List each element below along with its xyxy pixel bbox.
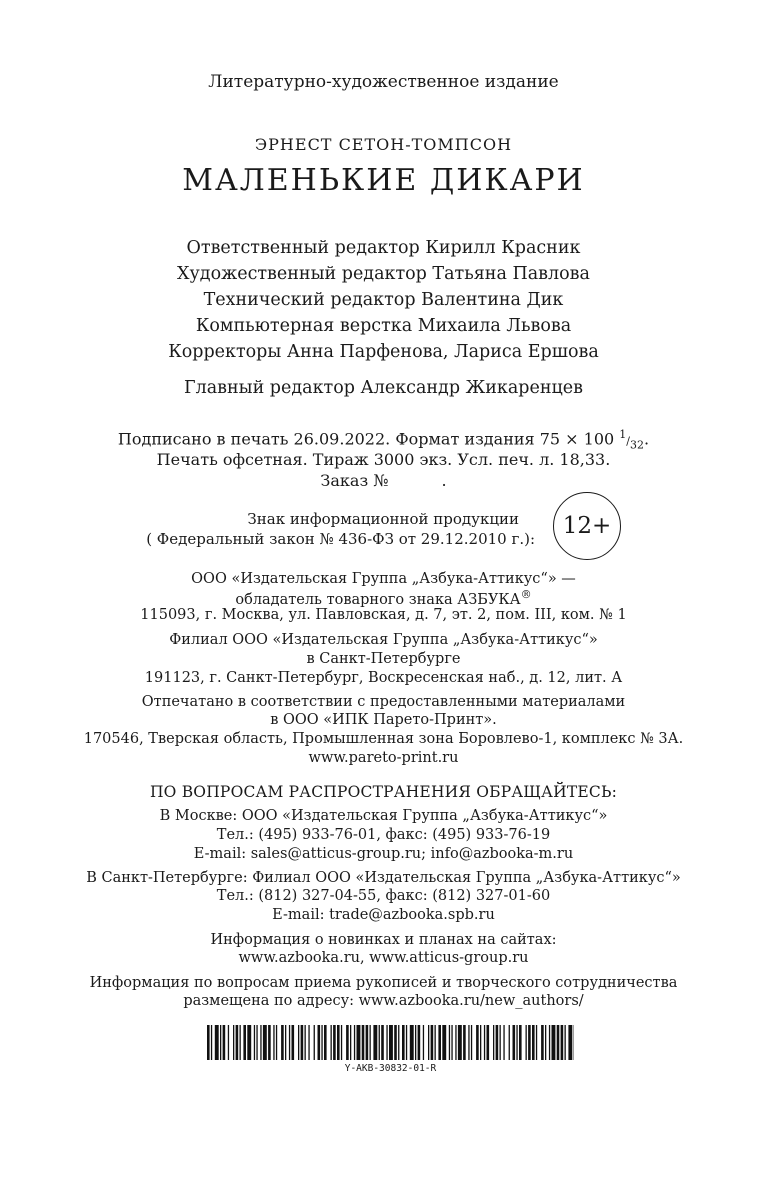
sites-urls: www.azbooka.ru, www.atticus-group.ru [238,950,529,966]
barcode-bar [526,1025,527,1060]
barcode-bar [468,1025,469,1060]
barcode-bar [256,1025,257,1060]
manuscripts-line-1: Информация по вопросам приема рукописей и творческого сотрудничества [89,975,678,991]
credit-line: Корректоры Анна Парфенова, Лариса Ершова [168,342,599,362]
barcode-bar [435,1025,436,1060]
barcode-bar [541,1025,544,1060]
author-name: ЭРНЕСТ СЕТОН-ТОМПСОН [254,135,513,154]
barcode-bar [243,1025,246,1060]
sites-label: Информация о новинках и планах на сайтах: [210,932,557,948]
order-label: Заказ № [320,471,389,490]
barcode-bar [389,1025,393,1060]
barcode-bar [500,1025,501,1060]
age-rating-badge: 12+ [553,492,621,560]
barcode-bar [333,1025,336,1060]
barcode-bar [519,1025,522,1060]
branch-city: в Санкт-Петербурге [306,651,461,667]
barcode-bar [431,1025,434,1060]
barcode-bar [337,1025,340,1060]
barcode-bar [565,1025,566,1060]
barcode-bar [545,1025,546,1060]
barcode-bar [493,1025,494,1060]
barcode-bar [220,1025,221,1060]
barcode-bar [373,1025,377,1060]
barcode-bar [233,1025,234,1060]
barcode-bar [281,1025,284,1060]
trademark-text: обладатель товарного знака АЗБУКА [235,591,521,608]
barcode-bar [438,1025,441,1060]
manuscripts-line-2: размещена по адресу: www.azbooka.ru/new_authors/ [183,993,584,1009]
barcode [207,1025,574,1060]
spb-phone: Тел.: (812) 327-04-55, факс: (812) 327-01-60 [216,888,551,904]
barcode-bar [301,1025,304,1060]
barcode-bar [276,1025,277,1060]
barcode-bar [215,1025,219,1060]
barcode-bar [458,1025,462,1060]
printer-line-2: в ООО «ИПК Парето-Принт». [270,712,497,728]
barcode-bar [455,1025,456,1060]
spb-contact: В Санкт-Петербурге: Филиал ООО «Издательская Группа „Азбука-Аттикус“» [86,870,681,886]
barcode-bar [366,1025,369,1060]
registered-mark: ® [520,588,532,601]
format-fraction-num: 1 [619,428,627,441]
branch-name: Филиал ООО «Издательская Группа „Азбука-Аттикус“» [169,632,598,648]
barcode-bar [350,1025,351,1060]
barcode-bar [410,1025,414,1060]
barcode-bar [552,1025,556,1060]
moscow-email: E-mail: sales@atticus-group.ru; info@azbooka-m.ru [193,846,574,862]
barcode-bar [463,1025,466,1060]
chief-editor: Главный редактор Александр Жикаренцев [184,378,583,398]
barcode-bar [379,1025,380,1060]
barcode-bar [516,1025,517,1060]
barcode-bar [428,1025,429,1060]
barcode-bar [305,1025,306,1060]
barcode-bar [263,1025,267,1060]
barcode-bar [386,1025,387,1060]
credit-line: Технический редактор Валентина Дик [203,290,564,310]
barcode-bar [536,1025,537,1060]
barcode-bar [471,1025,472,1060]
print-format: Подписано в печать 26.09.2022. Формат издания 75 × 100 [117,429,615,449]
barcode-bar [484,1025,485,1060]
barcode-bar [314,1025,315,1060]
barcode-bar [247,1025,251,1060]
barcode-bar [228,1025,229,1060]
barcode-bar [568,1025,572,1060]
spb-email: E-mail: trade@azbooka.spb.ru [272,907,495,923]
moscow-contact: В Москве: ООО «Издательская Группа „Азбука-Аттикус“» [159,808,608,824]
edition-type: Литературно-художественное издание [208,72,559,92]
credit-line: Компьютерная верстка Михаила Львова [195,316,572,336]
printer-website: www.pareto-print.ru [308,750,459,766]
barcode-bar [240,1025,241,1060]
barcode-bar [260,1025,261,1060]
barcode-bar [254,1025,255,1060]
printer-line-1: Отпечатано в соответствии с предоставленными материалами [141,694,626,710]
print-line-2: Печать офсетная. Тираж 3000 экз. Усл. печ. л. 18,33. [156,450,611,469]
barcode-bar [442,1025,446,1060]
barcode-bar [211,1025,212,1060]
barcode-bar [449,1025,450,1060]
order-number: Заказ № . [320,471,447,490]
publisher-address: 115093, г. Москва, ул. Павловская, д. 7, эт. 2, пом. III, ком. № 1 [140,607,627,623]
barcode-bar [503,1025,504,1060]
barcode-bar [346,1025,349,1060]
info-sign-law: ( Федеральный закон № 436-ФЗ от 29.12.2010 г.): [146,530,535,548]
barcode-bar [308,1025,309,1060]
barcode-bar [549,1025,550,1060]
format-fraction-den: 32 [629,438,644,452]
barcode-bar [451,1025,452,1060]
barcode-bar [331,1025,332,1060]
barcode-bar [480,1025,481,1060]
barcode-bar [370,1025,371,1060]
publisher-name: ООО «Издательская Группа „Азбука-Аттикус“» — [191,571,576,587]
barcode-bar [273,1025,274,1060]
barcode-bar [341,1025,342,1060]
barcode-bar [268,1025,271,1060]
barcode-bar [207,1025,210,1060]
branch-address: 191123, г. Санкт-Петербург, Воскресенская наб., д. 12, лит. А [144,670,623,686]
barcode-bar [415,1025,416,1060]
barcode-bar [357,1025,361,1060]
barcode-bar [321,1025,322,1060]
barcode-bar [298,1025,299,1060]
barcode-bar [513,1025,516,1060]
barcode-bar [292,1025,295,1060]
barcode-bar [528,1025,531,1060]
barcode-bar [398,1025,399,1060]
barcode-bar [406,1025,407,1060]
barcode-bar [557,1025,560,1060]
barcode-bar [285,1025,286,1060]
barcode-bar [423,1025,424,1060]
barcode-bar [402,1025,405,1060]
barcode-bar [561,1025,564,1060]
barcode-bar [223,1025,226,1060]
printer-address: 170546, Тверская область, Промышленная зона Боровлево-1, комплекс № 3А. [83,731,684,747]
book-title: МАЛЕНЬКИЕ ДИКАРИ [182,163,585,198]
barcode-bar [418,1025,421,1060]
barcode-bar [381,1025,384,1060]
barcode-bar [362,1025,365,1060]
barcode-bar [289,1025,290,1060]
barcode-bar [324,1025,327,1060]
barcode-bar [509,1025,510,1060]
barcode-bar [354,1025,355,1060]
distribution-heading: ПО ВОПРОСАМ РАСПРОСТРАНЕНИЯ ОБРАЩАЙТЕСЬ: [149,783,618,801]
barcode-bar [487,1025,490,1060]
credit-line: Ответственный редактор Кирилл Красник [186,238,581,258]
credit-line: Художественный редактор Татьяна Павлова [177,264,590,284]
publisher-trademark [0,588,767,608]
moscow-phone: Тел.: (495) 933-76-01, факс: (495) 933-76-19 [216,827,551,843]
barcode-number: Y-AKB-30832-01-R [344,1063,437,1074]
barcode-bar [318,1025,321,1060]
info-sign-label: Знак информационной продукции [247,510,519,528]
barcode-bar [532,1025,535,1060]
barcode-bar [476,1025,479,1060]
print-line-1: Подписано в печать 26.09.2022. Формат издания 75 × 100 $^1/_{32}$. [117,428,650,452]
barcode-bar [496,1025,499,1060]
barcode-bar [394,1025,397,1060]
barcode-bar [236,1025,239,1060]
